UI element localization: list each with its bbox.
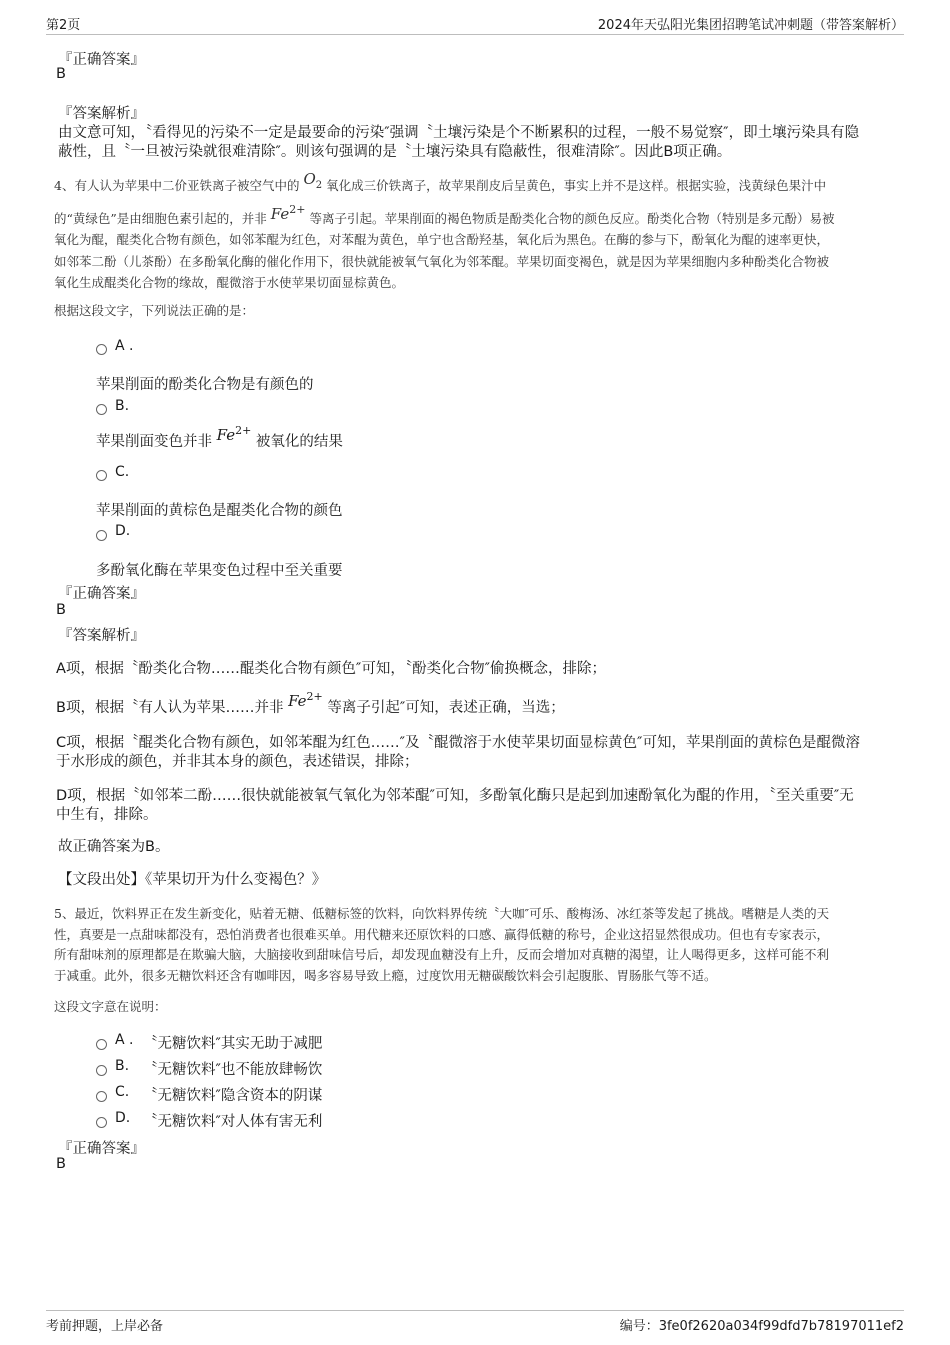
option-letter: D. [115,1110,131,1126]
passage-line: 的“黄绿色”是由细胞色素引起的，并非 $Fe^{2+}$ 等离子引起。苹果削面的褐色物质是酚类化合物的颜色反应。酚类化合物（特别是多元酚）易被 [54,202,835,226]
radio-button[interactable] [96,470,107,481]
option-text: 〝无糖饮料″隐含资本的阴谋 [143,1088,323,1104]
option-letter: A . [115,338,134,354]
radio-button[interactable] [96,344,107,355]
footer-slogan: 考前押题，上岸必备 [46,1319,164,1334]
prev-answer-label: 『正确答案』 [58,52,145,68]
document-id: 编号：3fe0f2620a034f99dfd7b78197011ef2 [619,1319,904,1334]
radio-button[interactable] [96,530,107,541]
radio-button[interactable] [96,1117,107,1128]
prev-explain-line: 由文意可知，〝看得见的污染不一定是最要命的污染″强调〝土壤污染是个不断累积的过程，一般不易觉察″，即土壤污染具有隐 [58,125,860,141]
q4-answer-label: 『正确答案』 [58,586,145,602]
page-number: 第2页 [46,18,81,33]
option-text: 〝无糖饮料″其实无助于减肥 [143,1036,323,1052]
passage-line: 氧化为醌，醌类化合物有颜色，如邻苯醌为红色，对苯醌为黄色，单宁也含酚羟基，氧化后为黑色。在酶的参与下，酚氧化为醌的速率更快， [54,232,830,247]
passage-line: 5、最近，饮料界正在发生新变化，贴着无糖、低糖标签的饮料，向饮料界传统〝大咖″可乐、酸梅汤、冰红茶等发起了挑战。嗜糖是人类的天 [54,906,830,921]
q4-explain-b: B项，根据〝有人认为苹果……并非 $Fe^{2+}$ 等离子引起″可知，表述正确，当选； [56,690,565,716]
fe2-formula: $Fe^{2+}$ [270,202,306,223]
passage-line: 氧化生成醌类化合物的缘故，醌微溶于水使苹果切面显棕黄色。 [54,275,405,290]
option-letter: B. [115,398,130,414]
q4-explain-d: 中生有，排除。 [56,807,158,823]
passage-line: 如邻苯二酚（儿茶酚）在多酚氧化酶的催化作用下，很快就能被氧气氧化为邻苯醌。苹果切面变褐色，就是因为苹果细胞内多种酚类化合物被 [54,253,830,269]
fe2-formula: $Fe^{2+}$ [216,424,252,444]
option-text: 苹果削面变色并非 $Fe^{2+}$ 被氧化的结果 [96,424,343,450]
q4-explain-c: C项，根据〝醌类化合物有颜色，如邻苯醌为红色……″及〝醌微溶于水使苹果切面显棕黄色″可知，苹果削面的黄棕色是醌微溶 [56,735,860,751]
q5-prompt: 这段文字意在说明： [54,999,167,1014]
page-header [46,14,904,35]
passage-line: 所有甜味剂的原理都是在欺骗大脑，大脑接收到甜味信号后，却发现血糖没有上升，反而会增加对真糖的渴望，让人喝得更多，这样可能不利 [54,947,830,962]
fe2-formula: $Fe^{2+}$ [288,690,323,710]
q4-answer: B [56,602,66,618]
q4-explain-label: 『答案解析』 [58,628,145,644]
option-letter: B. [115,1058,130,1074]
option-text: 〝无糖饮料″对人体有害无利 [143,1114,323,1130]
prev-answer: B [56,66,66,82]
o2-formula: $O_2$ [303,170,323,191]
q4-explain-d: D项，根据〝如邻苯二酚……很快就能被氧气氧化为邻苯醌″可知，多酚氧化酶只是起到加速酚氧化为醌的作用，〝至关重要″无 [56,788,854,804]
document-title: 2024年天弘阳光集团招聘笔试冲刺题（带答案解析） [597,18,904,33]
passage-line: 4、有人认为苹果中二价亚铁离子被空气中的 $O_2$ 氧化成三价铁离子，故苹果削皮后呈黄色，事实上并不是这样。根据实验，浅黄绿色果汁中 [54,170,827,193]
radio-button[interactable] [96,1065,107,1076]
q4-prompt: 根据这段文字，下列说法正确的是： [54,303,255,318]
q4-explain-c: 于水形成的颜色，并非其本身的颜色，表述错误，排除； [56,754,419,770]
option-text: 苹果削面的黄棕色是醌类化合物的颜色 [96,503,343,519]
q4-explain-a: A项，根据〝酚类化合物……醌类化合物有颜色″可知，〝酚类化合物″偷换概念，排除； [56,661,606,677]
option-letter: A . [115,1032,134,1048]
q5-answer-label: 『正确答案』 [58,1141,145,1157]
prev-explain-label: 『答案解析』 [58,106,145,122]
radio-button[interactable] [96,1091,107,1102]
option-text: 〝无糖饮料″也不能放肆畅饮 [143,1062,323,1078]
passage-line: 性，真要是一点甜味都没有，恐怕消费者也很难买单。用代糖来还原饮料的口感、赢得低糖的称号，企业这招显然很成功。但也有专家表示， [54,926,830,942]
option-letter: C. [115,464,130,480]
option-text: 苹果削面的酚类化合物是有颜色的 [96,377,314,393]
prev-explain-line: 蔽性，且〝一旦被污染就很难清除″。则该句强调的是〝土壤污染具有隐蔽性，很难清除″。因此B项正确。 [58,144,732,160]
q5-passage [54,904,890,986]
q5-answer: B [56,1156,66,1172]
q4-source: 【文段出处】《苹果切开为什么变褐色？》 [58,872,327,888]
q4-conclusion: 故正确答案为B。 [58,839,170,855]
q4-passage [54,170,890,294]
option-letter: D. [115,523,131,539]
option-text: 多酚氧化酶在苹果变色过程中至关重要 [96,563,343,579]
page-footer [46,1310,904,1335]
radio-button[interactable] [96,404,107,415]
passage-line: 于减重。此外，很多无糖饮料还含有咖啡因，喝多容易导致上瘾，过度饮用无糖碳酸饮料会引起腹胀、胃肠胀气等不适。 [54,967,717,983]
radio-button[interactable] [96,1039,107,1050]
option-letter: C. [115,1084,130,1100]
